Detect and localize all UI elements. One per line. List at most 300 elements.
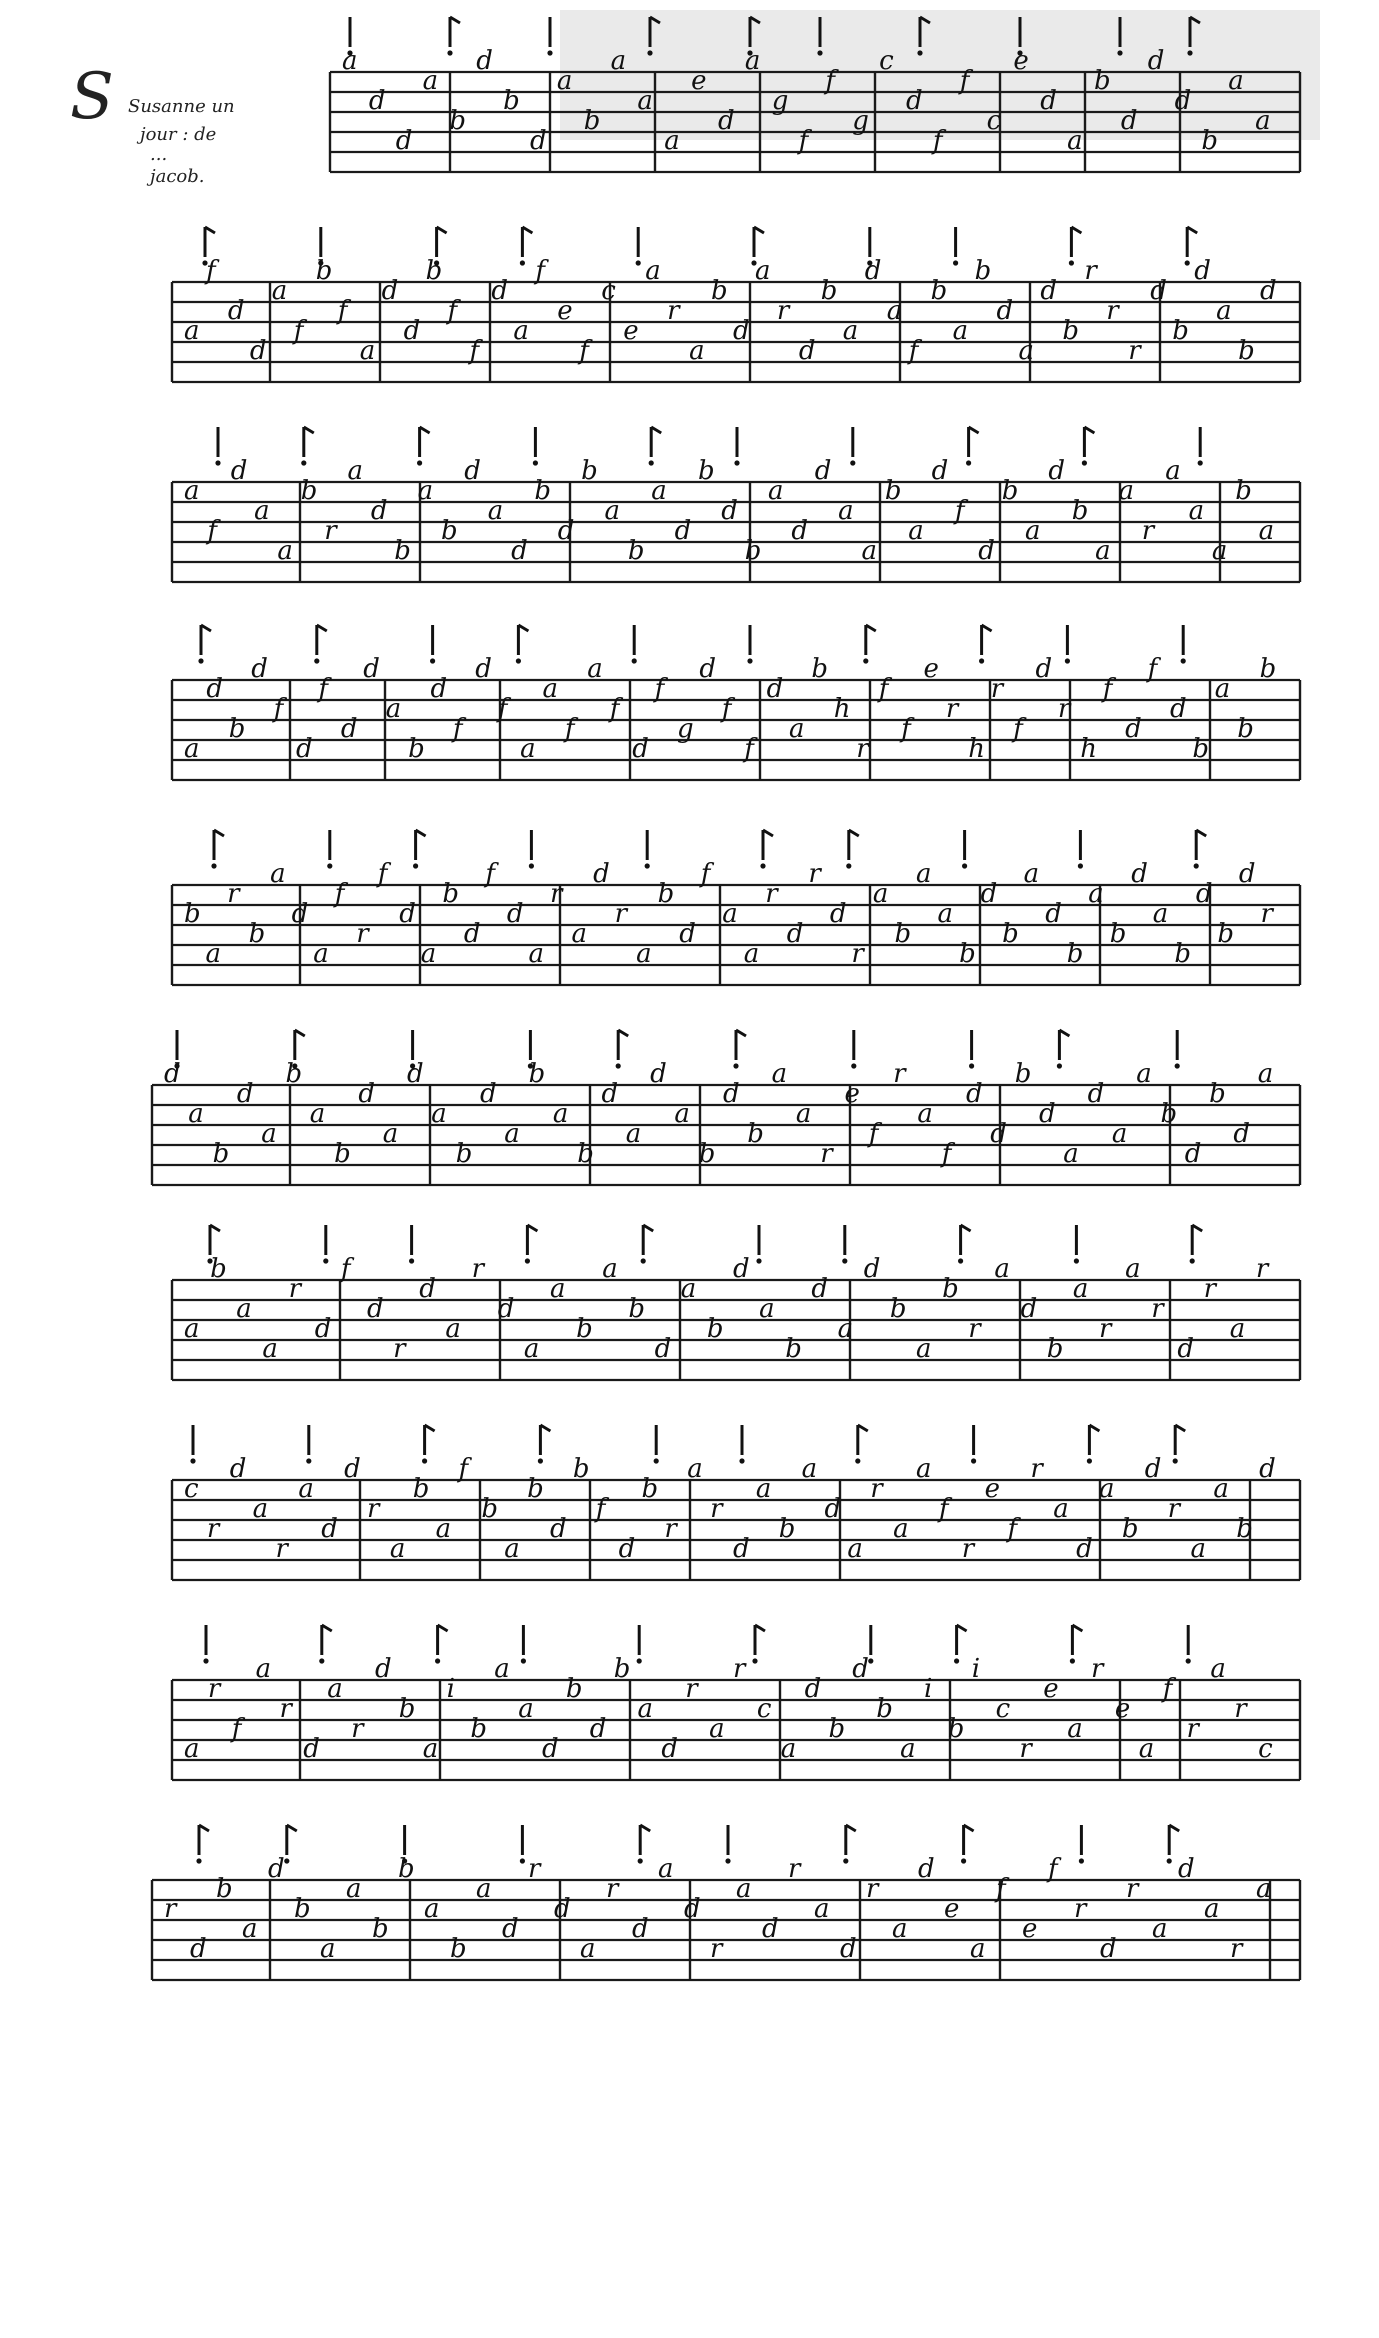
tab-letter: a bbox=[636, 939, 652, 969]
tab-letter: b bbox=[1174, 939, 1192, 969]
tab-letter: d bbox=[296, 734, 313, 764]
tab-letter: a bbox=[917, 1099, 933, 1129]
tab-letter: b bbox=[412, 1474, 430, 1504]
rhythm-dot bbox=[1186, 1658, 1191, 1663]
tab-letter: a bbox=[771, 1059, 788, 1089]
rhythm-dot bbox=[917, 50, 922, 55]
tab-letter: d bbox=[1150, 276, 1167, 306]
tab-letter: d bbox=[375, 1654, 392, 1684]
tab-letter: d bbox=[1238, 859, 1256, 889]
tab-letter: b bbox=[1172, 316, 1189, 346]
tab-letter: a bbox=[571, 919, 588, 949]
tab-letter: d bbox=[1087, 1079, 1105, 1109]
tab-letter: a bbox=[445, 1314, 461, 1344]
tab-letter: b bbox=[212, 1139, 230, 1169]
rhythm-dot bbox=[654, 1458, 659, 1463]
tab-letter: f bbox=[1102, 674, 1113, 704]
tab-letter: r bbox=[667, 296, 680, 326]
rhythm-dot bbox=[430, 658, 435, 663]
tab-letter: d bbox=[980, 879, 998, 909]
tab-letter: a bbox=[347, 456, 364, 486]
tab-letter: a bbox=[382, 1119, 399, 1149]
tab-letter: a bbox=[513, 316, 529, 346]
tab-letter: r bbox=[820, 1139, 833, 1169]
tab-letter: g bbox=[677, 714, 694, 744]
tab-letter: a bbox=[602, 1254, 618, 1284]
tab-letter: b bbox=[1001, 476, 1019, 506]
tab-letter: a bbox=[994, 1254, 1010, 1284]
rhythm-dot bbox=[525, 1258, 530, 1263]
rhythm-dot bbox=[725, 1858, 730, 1863]
tab-letter: a bbox=[487, 496, 504, 526]
tab-letter: b bbox=[315, 256, 333, 286]
rhythm-dot bbox=[734, 460, 739, 465]
rhythm-dot bbox=[739, 1458, 744, 1463]
tab-letter: d bbox=[476, 46, 493, 76]
tab-letter: a bbox=[645, 256, 661, 286]
rhythm-dot bbox=[851, 1063, 856, 1068]
tab-letter: a bbox=[1229, 1314, 1246, 1344]
tab-letter: h bbox=[968, 734, 986, 764]
tab-letter: b bbox=[811, 654, 829, 684]
tab-letter: i bbox=[971, 1654, 981, 1684]
rhythm-dot bbox=[645, 863, 650, 868]
tab-letter: a bbox=[1210, 1654, 1226, 1684]
tab-letter: b bbox=[1192, 734, 1210, 764]
tab-letter: d bbox=[589, 1714, 607, 1744]
tab-letter: d bbox=[395, 126, 413, 156]
tab-letter: b bbox=[528, 1059, 546, 1089]
tab-letter: r bbox=[870, 1474, 883, 1504]
tab-letter: d bbox=[593, 859, 610, 889]
tab-letter: a bbox=[755, 256, 771, 286]
tab-letter: d bbox=[1100, 1934, 1117, 1964]
tab-letter: a bbox=[1136, 1059, 1152, 1089]
tab-letter: a bbox=[1063, 1139, 1079, 1169]
tab-letter: f bbox=[340, 1254, 351, 1284]
rhythm-dot bbox=[846, 863, 851, 868]
tab-letter: a bbox=[1111, 1119, 1128, 1149]
tab-letter: d bbox=[791, 516, 809, 546]
rhythm-dot bbox=[632, 658, 637, 663]
tab-letter: a bbox=[184, 1314, 200, 1344]
tab-letter: d bbox=[990, 1119, 1007, 1149]
tab-letter: r bbox=[710, 1934, 723, 1964]
tab-letter: a bbox=[435, 1514, 452, 1544]
tab-letter: a bbox=[625, 1119, 642, 1149]
tab-letter: a bbox=[908, 516, 924, 546]
tab-letter: a bbox=[1125, 1254, 1141, 1284]
tab-letter: d bbox=[1260, 276, 1277, 306]
tab-letter: d bbox=[1178, 1854, 1195, 1884]
tab-letter: a bbox=[952, 316, 969, 346]
tab-letter: d bbox=[249, 336, 267, 366]
tab-letter: f bbox=[941, 1139, 952, 1169]
tab-letter: r bbox=[1255, 1254, 1269, 1284]
rhythm-dot bbox=[1069, 260, 1074, 265]
tab-letter: a bbox=[277, 536, 293, 566]
tab-letter: d bbox=[966, 1079, 983, 1109]
tab-letter: f bbox=[564, 714, 575, 744]
tab-letter: d bbox=[190, 1934, 207, 1964]
tab-letter: d bbox=[314, 1314, 332, 1344]
tab-letter: b bbox=[1002, 919, 1019, 949]
tab-letter: a bbox=[1152, 899, 1169, 929]
tab-letter: a bbox=[242, 1914, 258, 1944]
tab-letter: a bbox=[552, 1099, 569, 1129]
rhythm-dot bbox=[306, 1458, 311, 1463]
tab-letter: b bbox=[228, 714, 246, 744]
tab-letter: a bbox=[1138, 1734, 1155, 1764]
tab-letter: d bbox=[463, 919, 481, 949]
tab-letter: d bbox=[340, 714, 358, 744]
tab-letter: a bbox=[523, 1334, 540, 1364]
tab-letter: c bbox=[879, 46, 894, 76]
tab-letter: f bbox=[579, 336, 589, 366]
tab-letter: a bbox=[842, 316, 859, 346]
tab-letter: r bbox=[324, 516, 337, 546]
tab-letter: a bbox=[1258, 516, 1275, 546]
tab-letter: a bbox=[1072, 1274, 1089, 1304]
tab-letter: d bbox=[1120, 106, 1138, 136]
tab-letter: h bbox=[1080, 734, 1098, 764]
tab-letter: a bbox=[1216, 296, 1232, 326]
tab-letter: f bbox=[744, 734, 754, 764]
rhythm-dot bbox=[413, 863, 418, 868]
tab-letter: b bbox=[947, 1714, 965, 1744]
tab-letter: a bbox=[252, 1494, 269, 1524]
tab-letter: b bbox=[248, 919, 266, 949]
tab-letter: d bbox=[229, 1454, 247, 1484]
rhythm-dot bbox=[409, 1258, 414, 1263]
tab-letter: a bbox=[674, 1099, 690, 1129]
tab-letter: a bbox=[1023, 859, 1040, 889]
tab-letter: a bbox=[254, 496, 270, 526]
tab-letter: d bbox=[557, 516, 575, 546]
tab-letter: b bbox=[583, 106, 601, 136]
tab-letter: b bbox=[527, 1474, 544, 1504]
tab-letter: r bbox=[1186, 1714, 1199, 1744]
rhythm-dot bbox=[520, 1858, 525, 1863]
tab-letter: r bbox=[990, 674, 1004, 704]
tab-letter: i bbox=[446, 1674, 455, 1704]
tab-letter: d bbox=[511, 536, 528, 566]
rhythm-dot bbox=[1194, 863, 1199, 868]
rhythm-dot bbox=[520, 260, 525, 265]
tab-letter: e bbox=[844, 1079, 860, 1109]
tab-letter: b bbox=[577, 1139, 594, 1169]
tab-letter: b bbox=[408, 734, 425, 764]
rhythm-dot bbox=[447, 50, 452, 55]
tab-letter: a bbox=[1228, 66, 1244, 96]
tab-letter: d bbox=[601, 1079, 619, 1109]
tab-letter: r bbox=[1091, 1654, 1104, 1684]
tab-letter: d bbox=[227, 296, 245, 326]
tab-letter: b bbox=[481, 1494, 499, 1524]
rhythm-dot bbox=[842, 1258, 847, 1263]
tab-letter: a bbox=[789, 714, 805, 744]
tab-letter: r bbox=[471, 1254, 485, 1284]
tab-letter: d bbox=[1195, 879, 1213, 909]
tab-letter: g bbox=[852, 106, 869, 136]
title-line-3: ... bbox=[150, 144, 168, 165]
tab-letter: d bbox=[1174, 86, 1192, 116]
tab-letter: b bbox=[778, 1514, 796, 1544]
rhythm-dot bbox=[962, 863, 967, 868]
rhythm-dot bbox=[843, 1858, 848, 1863]
rhythm-dot bbox=[760, 863, 765, 868]
tab-letter: r bbox=[356, 919, 369, 949]
tab-letter: a bbox=[1067, 126, 1083, 156]
tab-letter: d bbox=[762, 1914, 779, 1944]
tab-letter: r bbox=[1074, 1894, 1087, 1924]
tab-letter: d bbox=[303, 1734, 320, 1764]
tab-letter: a bbox=[795, 1099, 812, 1129]
tab-letter: d bbox=[1194, 256, 1211, 286]
tab-letter: b bbox=[441, 516, 458, 546]
tab-letter: f bbox=[901, 714, 911, 744]
tab-letter: r bbox=[275, 1534, 288, 1564]
tab-letter: b bbox=[930, 276, 948, 306]
tab-letter: d bbox=[363, 654, 380, 684]
tab-letter: r bbox=[1106, 296, 1119, 326]
tab-letter: b bbox=[1201, 126, 1219, 156]
tab-letter: r bbox=[1141, 516, 1155, 546]
tab-letter: a bbox=[1211, 536, 1228, 566]
tab-letter: a bbox=[736, 1874, 752, 1904]
tab-letter: a bbox=[1165, 456, 1181, 486]
rhythm-dot bbox=[198, 658, 203, 663]
tab-letter: r bbox=[968, 1314, 981, 1344]
tab-letter: d bbox=[464, 456, 481, 486]
tab-letter: d bbox=[502, 1914, 519, 1944]
tab-letter: a bbox=[417, 476, 434, 506]
rhythm-dot bbox=[958, 1258, 963, 1263]
tab-letter: a bbox=[255, 1654, 272, 1684]
rhythm-dot bbox=[284, 1858, 289, 1863]
tab-letter: a bbox=[780, 1734, 797, 1764]
tab-letter: a bbox=[550, 1274, 566, 1304]
tab-letter: d bbox=[407, 1059, 424, 1089]
rhythm-dot bbox=[1057, 1063, 1062, 1068]
tab-letter: b bbox=[210, 1254, 227, 1284]
tab-letter: f bbox=[908, 336, 919, 366]
tab-letter: r bbox=[808, 859, 821, 889]
tab-letter: d bbox=[291, 899, 309, 929]
tab-letter: c bbox=[184, 1474, 199, 1504]
tab-letter: d bbox=[650, 1059, 667, 1089]
tab-letter: b bbox=[974, 256, 992, 286]
tab-letter: a bbox=[687, 1454, 703, 1484]
tab-letter: d bbox=[230, 456, 248, 486]
tab-letter: b bbox=[1238, 336, 1255, 366]
tab-letter: a bbox=[1256, 1874, 1272, 1904]
tab-letter: d bbox=[1259, 1454, 1276, 1484]
tab-letter: d bbox=[1177, 1334, 1195, 1364]
tab-letter: r bbox=[227, 879, 240, 909]
tab-letter: d bbox=[679, 919, 696, 949]
rhythm-dot bbox=[215, 460, 220, 465]
tab-letter: d bbox=[699, 654, 717, 684]
tab-letter: b bbox=[884, 476, 902, 506]
tab-letter: r bbox=[664, 1514, 677, 1544]
scan-smudge bbox=[560, 10, 1320, 140]
tab-letter: b bbox=[889, 1294, 907, 1324]
tab-letter: b bbox=[1217, 919, 1235, 949]
rhythm-dot bbox=[1181, 658, 1186, 663]
tab-letter: b bbox=[1109, 919, 1127, 949]
tab-letter: d bbox=[554, 1894, 571, 1924]
tab-letter: f bbox=[377, 859, 388, 889]
tab-letter: r bbox=[1234, 1694, 1247, 1724]
tab-letter: d bbox=[381, 276, 399, 306]
tab-letter: f bbox=[1007, 1514, 1018, 1544]
tab-letter: d bbox=[268, 1854, 285, 1884]
rhythm-dot bbox=[1173, 1458, 1178, 1463]
tab-letter: b bbox=[1066, 939, 1084, 969]
rhythm-dot bbox=[547, 50, 552, 55]
tab-letter: f bbox=[207, 516, 218, 546]
tab-letter: f bbox=[334, 879, 345, 909]
rhythm-dot bbox=[855, 1458, 860, 1463]
rhythm-dot bbox=[752, 1658, 757, 1663]
tab-letter: d bbox=[766, 674, 784, 704]
rhythm-dot bbox=[1074, 1258, 1079, 1263]
tab-letter: a bbox=[1152, 1914, 1168, 1944]
tab-letter: b bbox=[1209, 1079, 1226, 1109]
tab-letter: r bbox=[961, 1534, 975, 1564]
tab-letter: b bbox=[294, 1894, 311, 1924]
tab-letter: r bbox=[393, 1334, 406, 1364]
tab-letter: d bbox=[1125, 714, 1142, 744]
tab-letter: e bbox=[1022, 1914, 1038, 1944]
tab-letter: b bbox=[534, 476, 552, 506]
tab-letter: f bbox=[654, 674, 665, 704]
tab-letter: a bbox=[1255, 106, 1271, 136]
tab-letter: a bbox=[651, 476, 667, 506]
tab-letter: a bbox=[320, 1934, 336, 1964]
tab-letter: d bbox=[419, 1274, 436, 1304]
rhythm-dot bbox=[435, 1658, 440, 1663]
tab-letter: a bbox=[861, 536, 878, 566]
tab-letter: r bbox=[1151, 1294, 1164, 1324]
tab-letter: d bbox=[1020, 1294, 1038, 1324]
tab-letter: b bbox=[565, 1674, 583, 1704]
tab-letter: f bbox=[231, 1714, 242, 1744]
tab-letter: b bbox=[747, 1119, 764, 1149]
tab-letter: c bbox=[756, 1694, 772, 1724]
tab-letter: a bbox=[504, 1119, 520, 1149]
rhythm-dot bbox=[533, 460, 538, 465]
tab-letter: d bbox=[550, 1514, 567, 1544]
tab-letter: f bbox=[1048, 1854, 1058, 1884]
tab-letter: e bbox=[1013, 46, 1029, 76]
tab-letter: r bbox=[1260, 899, 1273, 929]
tab-letter: e bbox=[691, 66, 707, 96]
tab-letter: a bbox=[520, 734, 536, 764]
tab-letter: d bbox=[996, 296, 1014, 326]
tab-letter: f bbox=[959, 66, 970, 96]
tab-letter: b bbox=[627, 536, 645, 566]
rhythm-dot bbox=[1087, 1458, 1092, 1463]
rhythm-dot bbox=[616, 1063, 621, 1068]
rhythm-dot bbox=[638, 1858, 643, 1863]
tab-letter: f bbox=[932, 126, 943, 156]
tab-letter: d bbox=[370, 496, 388, 526]
tab-letter: d bbox=[863, 1254, 881, 1284]
tab-letter: r bbox=[866, 1874, 879, 1904]
tab-letter: d bbox=[530, 126, 547, 156]
tab-letter: a bbox=[528, 939, 545, 969]
tab-letter: r bbox=[856, 734, 869, 764]
tab-letter: b bbox=[706, 1314, 724, 1344]
tab-letter: a bbox=[342, 46, 358, 76]
tab-letter: a bbox=[236, 1294, 252, 1324]
tab-letter: a bbox=[814, 1894, 830, 1924]
tab-letter: d bbox=[733, 1254, 750, 1284]
tab-letter: a bbox=[298, 1474, 314, 1504]
tab-letter: c bbox=[995, 1694, 1011, 1724]
tab-letter: b bbox=[372, 1914, 389, 1944]
rhythm-dot bbox=[1082, 460, 1087, 465]
rhythm-dot bbox=[1078, 863, 1083, 868]
rhythm-dot bbox=[1190, 1258, 1195, 1263]
tab-letter: f bbox=[293, 316, 304, 346]
tab-letter: b bbox=[744, 536, 762, 566]
tab-letter: d bbox=[1040, 276, 1058, 306]
rhythm-dot bbox=[733, 1063, 738, 1068]
tab-letter: a bbox=[518, 1694, 534, 1724]
tab-letter: b bbox=[503, 86, 520, 116]
rhythm-dot bbox=[969, 1063, 974, 1068]
title-line-4: jacob. bbox=[150, 166, 205, 187]
tab-letter: b bbox=[942, 1274, 959, 1304]
tab-letter: d bbox=[1233, 1119, 1251, 1149]
tab-letter: f bbox=[447, 296, 458, 326]
tab-letter: a bbox=[476, 1874, 492, 1904]
tab-letter: f bbox=[878, 674, 889, 704]
tab-letter: d bbox=[1170, 694, 1187, 724]
tab-letter: r bbox=[288, 1274, 302, 1304]
rhythm-dot bbox=[1187, 50, 1192, 55]
tab-letter: d bbox=[399, 899, 416, 929]
tab-letter: d bbox=[674, 516, 692, 546]
tab-letter: a bbox=[494, 1654, 510, 1684]
tab-letter: b bbox=[184, 899, 201, 929]
tab-letter: a bbox=[722, 899, 738, 929]
tab-letter: r bbox=[1230, 1934, 1243, 1964]
tab-letter: a bbox=[916, 859, 932, 889]
tab-letter: a bbox=[504, 1534, 520, 1564]
tab-letter: b bbox=[398, 1854, 415, 1884]
tab-letter: f bbox=[609, 694, 620, 724]
tab-letter: a bbox=[1204, 1894, 1220, 1924]
tab-letter: c bbox=[601, 276, 616, 306]
tab-letter: e bbox=[984, 1474, 1000, 1504]
tab-letter: b bbox=[657, 879, 675, 909]
rhythm-dot bbox=[636, 260, 641, 265]
rhythm-dot bbox=[1070, 1658, 1075, 1663]
tab-letter: a bbox=[937, 899, 954, 929]
tab-letter: d bbox=[864, 256, 882, 286]
rhythm-dot bbox=[641, 1258, 646, 1263]
tab-letter: d bbox=[344, 1454, 361, 1484]
tab-letter: d bbox=[1048, 456, 1066, 486]
rhythm-dot bbox=[747, 658, 752, 663]
tab-letter: b bbox=[785, 1334, 802, 1364]
tab-letter: a bbox=[892, 1914, 908, 1944]
tab-letter: b bbox=[300, 476, 318, 506]
